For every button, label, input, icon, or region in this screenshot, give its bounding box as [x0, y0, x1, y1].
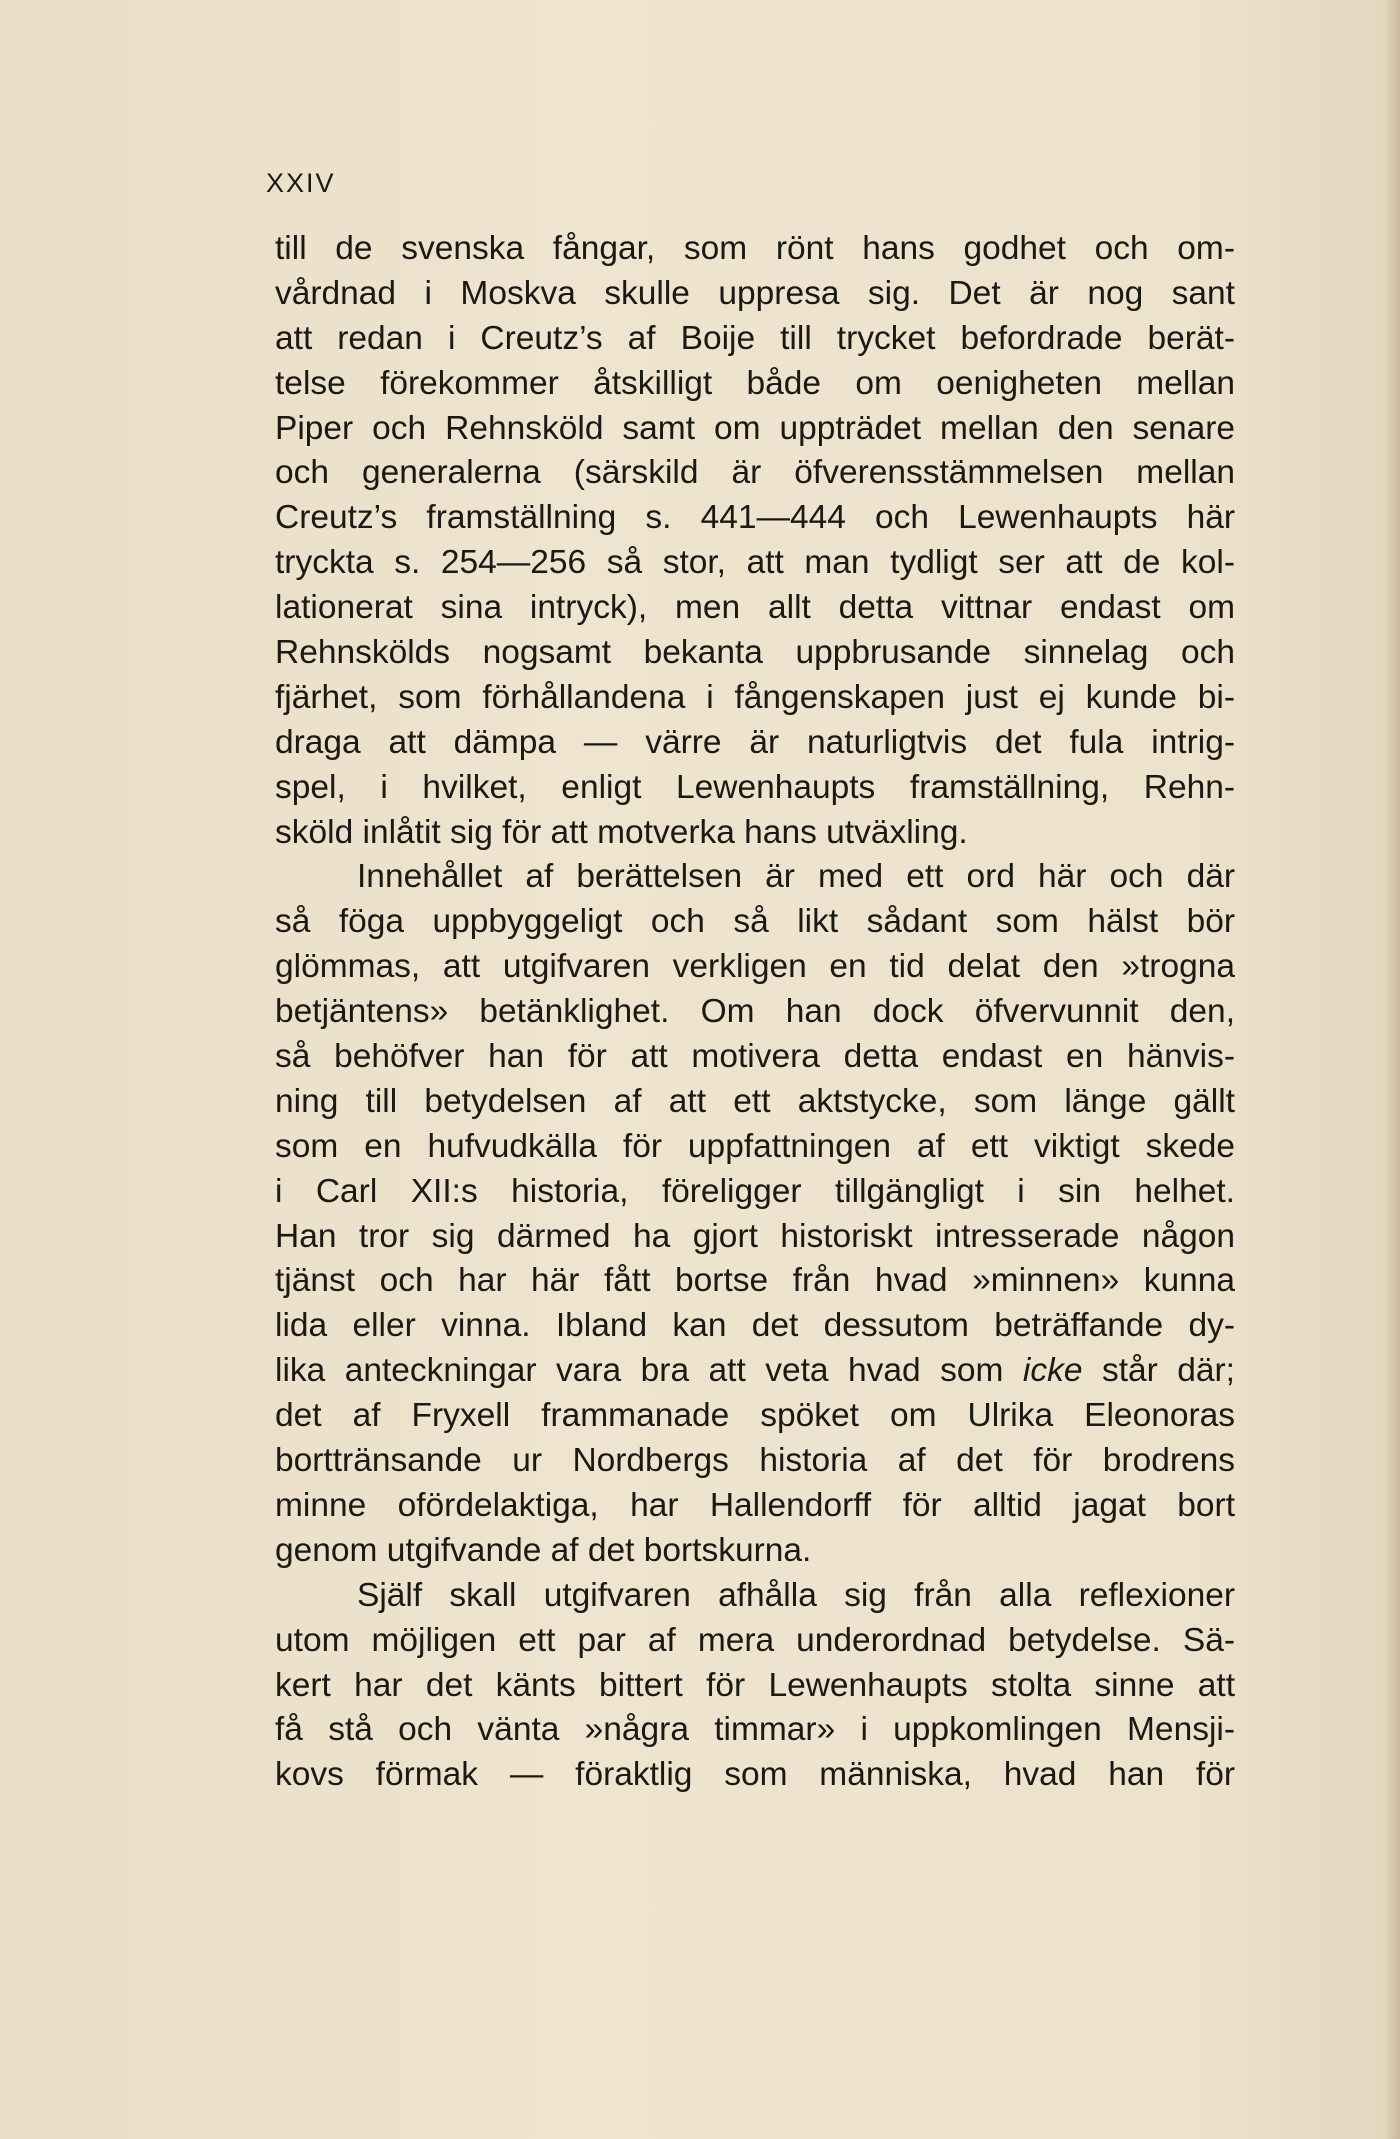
- text-line: telse förekommer åtskilligt både om oenigheten mellan: [275, 364, 1235, 402]
- text-line-with-italic: [275, 1349, 1235, 1394]
- text-line: det af Fryxell frammanade spöket om Ulrika Eleonoras: [275, 1397, 1235, 1435]
- text-line: Innehållet af berättelsen är med ett ord här och där: [357, 858, 1235, 896]
- text-line: som en hufvudkälla för uppfattningen af ett viktigt skede: [275, 1127, 1235, 1165]
- text-line: ning till betydelsen af att ett aktstycke, som länge gällt: [275, 1082, 1235, 1120]
- italic-word: icke: [1022, 1352, 1083, 1390]
- text-line: Piper och Rehnsköld samt om uppträdet mellan den senare: [275, 409, 1235, 447]
- text-line: borttränsande ur Nordbergs historia af det för brodrens: [275, 1442, 1235, 1480]
- text-line: kert har det känts bittert för Lewenhaupts stolta sinne att: [275, 1666, 1235, 1704]
- text-line: draga att dämpa — värre är naturligtvis det fula intrig-: [275, 723, 1235, 761]
- text-fragment: står där;: [1101, 1352, 1235, 1390]
- text-line: Rehnskölds nogsamt bekanta uppbrusande sinnelag och: [275, 634, 1235, 672]
- text-line: Själf skall utgifvaren afhålla sig från alla reflexioner: [357, 1576, 1235, 1614]
- text-line: Han tror sig därmed ha gjort historiskt intresserade någon: [275, 1217, 1235, 1255]
- text-line: genom utgifvande af det bortskurna.: [275, 1531, 812, 1569]
- text-line: utom möjligen ett par af mera underordnad betydelse. Sä-: [275, 1621, 1235, 1659]
- text-line: minne ofördelaktiga, har Hallendorff för alltid jagat bort: [275, 1486, 1235, 1524]
- text-line: så behöfver han för att motivera detta endast en hänvis-: [275, 1038, 1235, 1076]
- text-line: till de svenska fångar, som rönt hans godhet och om-: [275, 230, 1235, 267]
- page-number: XXIV: [266, 168, 336, 198]
- text-line: glömmas, att utgifvaren verkligen en tid delat den »trogna: [275, 948, 1235, 986]
- text-line: lida eller vinna. Ibland kan det dessutom beträffande dy-: [275, 1307, 1235, 1345]
- page-edge-shadow: [1384, 0, 1400, 2139]
- text-line: tjänst och har här fått bortse från hvad »minnen» kunna: [275, 1262, 1235, 1300]
- text-line: kovs förmak — föraktlig som människa, hvad han för: [275, 1756, 1235, 1794]
- text-line: så föga uppbyggeligt och så likt sådant som hälst bör: [275, 903, 1235, 941]
- body-text: [275, 227, 1235, 1798]
- text-line: få stå och vänta »några timmar» i uppkomlingen Mensji-: [275, 1711, 1235, 1749]
- text-line: spel, i hvilket, enligt Lewenhaupts framställning, Rehn-: [275, 768, 1235, 806]
- text-line: i Carl XII:s historia, föreligger tillgängligt i sin helhet.: [275, 1172, 1235, 1210]
- text-line: fjärhet, som förhållandena i fångenskapen just ej kunde bi-: [275, 678, 1235, 716]
- text-line: betjäntens» betänklighet. Om han dock öfvervunnit den,: [275, 993, 1235, 1031]
- text-line: tryckta s. 254—256 så stor, att man tydligt ser att de kol-: [275, 544, 1235, 582]
- text-line: och generalerna (särskild är öfverensstämmelsen mellan: [275, 454, 1235, 492]
- text-fragment: lika anteckningar vara bra att veta hvad som: [275, 1352, 1004, 1390]
- text-line: sköld inlåtit sig för att motverka hans utväxling.: [275, 813, 968, 851]
- text-line: att redan i Creutz’s af Boije till trycket befordrade berät-: [275, 319, 1235, 357]
- text-line: Creutz’s framställning s. 441—444 och Lewenhaupts här: [275, 499, 1235, 537]
- text-line: vårdnad i Moskva skulle uppresa sig. Det är nog sant: [275, 274, 1235, 312]
- text-line: lationerat sina intryck), men allt detta vittnar endast om: [275, 589, 1235, 627]
